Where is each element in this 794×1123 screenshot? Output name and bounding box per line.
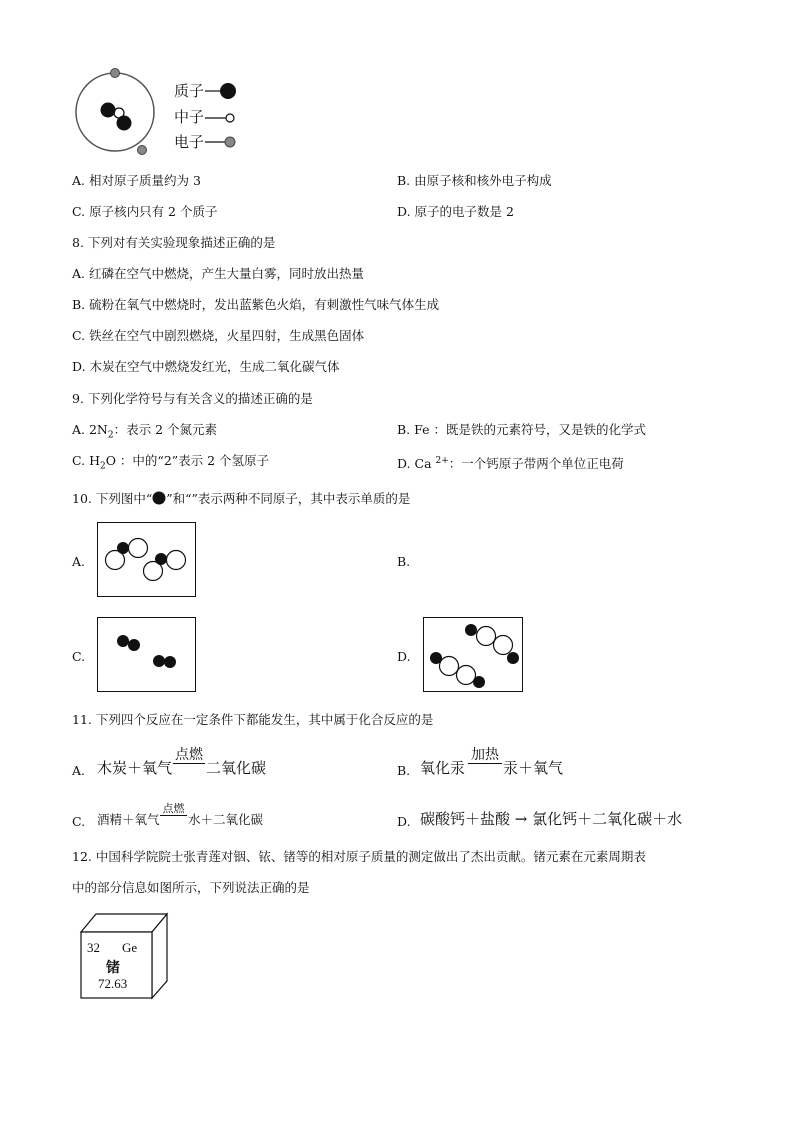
q10-box-a[interactable]: [97, 522, 196, 597]
electron-bottom: [138, 146, 147, 155]
q8-option-a[interactable]: A. 红磷在空气中燃烧，产生大量白雾，同时放出热量: [72, 266, 364, 281]
periodic-cell-mass: 72.63: [98, 976, 128, 991]
q9-stem: 9. 下列化学符号与有关含义的描述正确的是: [72, 391, 313, 406]
q11-option-c-right: 水＋二氧化碳: [188, 812, 264, 827]
legend-neutron-label: 中子: [174, 108, 205, 126]
q9-option-a[interactable]: A. $2N_2$：表示 2 个氮元素: [72, 422, 218, 441]
q7-option-b[interactable]: B. 由原子核和核外电子构成: [397, 173, 552, 188]
q11-option-a-arrow: 点燃: [175, 747, 203, 763]
q11-option-d-text: 碳酸钙＋盐酸 → 氯化钙＋二氧化碳＋水: [420, 810, 683, 828]
electron-top: [111, 69, 120, 78]
periodic-cell-symbol: Ge: [122, 940, 138, 955]
q11-option-b-arrow: 加热: [468, 748, 502, 764]
proton-1: [101, 103, 116, 118]
q11-option-d-label[interactable]: D.: [397, 814, 411, 829]
black-atom-icon: [152, 491, 166, 505]
proton-2: [117, 116, 132, 131]
q8-option-c[interactable]: C. 铁丝在空气中剧烈燃烧，火星四射，生成黑色固体: [72, 328, 365, 343]
legend-electron-label: 电子: [174, 133, 205, 151]
q9-option-b[interactable]: B. Fe ：既是铁的元素符号，又是铁的化学式: [397, 422, 646, 437]
legend-proton-symbol: [205, 80, 237, 102]
q10-box-d[interactable]: [423, 617, 523, 692]
q11-option-c-arrow: 点燃: [160, 803, 187, 816]
q10-label-c[interactable]: C.: [72, 649, 86, 664]
legend-neutron-symbol: [205, 110, 237, 126]
periodic-cell-name: 锗: [106, 960, 120, 976]
q11-option-a-label[interactable]: A.: [72, 763, 86, 778]
q11-option-c-label[interactable]: C.: [72, 814, 86, 829]
q7-option-c[interactable]: C. 原子核内只有 2 个质子: [72, 204, 218, 219]
legend-electron-symbol: [205, 134, 237, 150]
q8-option-d[interactable]: D. 木炭在空气中燃烧发红光，生成二氧化碳气体: [72, 359, 340, 374]
q11-stem: 11. 下列四个反应在一定条件下都能发生，其中属于化合反应的是: [72, 712, 434, 727]
q11-option-c-left: 酒精＋氧气: [97, 812, 160, 827]
q11-option-a-left: 木炭＋氧气: [97, 759, 173, 777]
periodic-cell-germanium: [78, 910, 170, 1002]
q12-stem-line2: 中的部分信息如图所示，下列说法正确的是: [72, 880, 310, 895]
q10-label-d[interactable]: D.: [397, 649, 411, 664]
q10-label-b[interactable]: B.: [397, 554, 411, 569]
q10-box-c[interactable]: [97, 617, 196, 692]
q11-option-b-label[interactable]: B.: [397, 763, 411, 778]
q11-option-a-right: 二氧化碳: [206, 759, 267, 777]
q12-stem-line1: 12. 中国科学院院士张青莲对铟、铱、锗等的相对原子质量的测定做出了杰出贡献。锗元素在元素周期表: [72, 849, 646, 864]
periodic-cell-number: 32: [87, 940, 100, 955]
q7-option-d[interactable]: D. 原子的电子数是 2: [397, 204, 514, 219]
q9-option-d[interactable]: D. Ca $^{2+}$：一个钙原子带两个单位正电荷: [397, 456, 624, 472]
q10-stem: 10. 下列图中“ ”和“”表示两种不同原子，其中表示单质的是: [72, 491, 411, 506]
q8-stem: 8. 下列对有关实验现象描述正确的是: [72, 235, 276, 250]
q8-option-b[interactable]: B. 硫粉在氧气中燃烧时，发出蓝紫色火焰，有刺激性气味气体生成: [72, 297, 440, 312]
legend-proton-label: 质子: [174, 82, 205, 100]
q7-option-a[interactable]: A. 相对原子质量约为 3: [72, 173, 201, 188]
atom-diagram: [68, 66, 168, 160]
q9-option-c[interactable]: C. $H_2O$ ：中的“2”表示 2 个氢原子: [72, 453, 270, 472]
q10-label-a[interactable]: A.: [72, 554, 86, 569]
q11-option-b-left: 氧化汞: [420, 759, 466, 777]
q11-option-b-right: 汞＋氧气: [503, 759, 564, 777]
